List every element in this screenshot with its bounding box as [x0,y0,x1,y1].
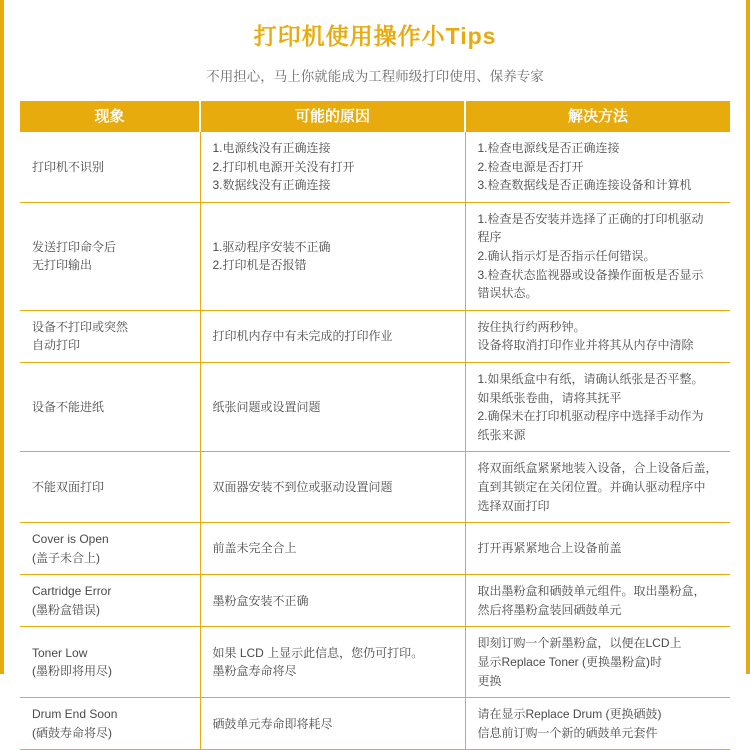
cell-phenomenon [20,627,200,698]
cell-solution [465,362,730,451]
cell-phenomenon [20,362,200,451]
cell-cause [200,452,465,523]
table-header [20,101,730,132]
cell-solution [465,202,730,310]
cell-solution-line: 程序 [477,230,502,245]
tips-table [20,101,730,750]
page-title: 打印机使用操作小Tips [253,23,497,49]
cell-cause [200,627,465,698]
cell-cause [200,132,465,202]
cell-solution-line: 显示Replace Toner (更换墨粉盒)时 [477,655,662,670]
cell-cause [200,523,465,575]
table-row [20,575,730,627]
cell-phenomenon-line: 发送打印命令后 [32,239,117,254]
cell-phenomenon-line: (墨粉即将用尽) [32,664,112,679]
cell-solution-line: 将双面纸盒紧紧地装入设备，合上设备后盖， [477,461,718,476]
column-header-cause: 可能的原因 [200,101,465,132]
cell-cause [200,698,465,750]
column-header-phenomenon: 现象 [20,101,200,132]
cell-cause-line: 2.打印机是否报错 [212,258,307,273]
cell-solution-line: 然后将墨粉盒装回硒鼓单元 [477,602,622,617]
cell-phenomenon-line: (硒鼓寿命将尽) [32,725,112,740]
cell-solution [465,310,730,362]
cell-phenomenon-line: Cartridge Error [32,584,112,599]
cell-solution-line: 3.检查数据线是否正确连接设备和计算机 [477,178,692,193]
cell-cause-line: 3.数据线没有正确连接 [212,178,331,193]
cell-solution [465,698,730,750]
cell-solution-line: 纸张来源 [477,427,526,442]
cell-solution [465,132,730,202]
cell-phenomenon-line: (盖子未合上) [32,550,100,565]
cell-phenomenon-line: 自动打印 [32,338,81,353]
cell-solution-line: 信息前订购一个新的硒鼓单元套件 [477,725,658,740]
cell-phenomenon [20,452,200,523]
cell-solution-line: 如果纸张卷曲，请将其抚平 [477,390,622,405]
table-row [20,452,730,523]
cell-solution-line: 1.检查电源线是否正确连接 [477,141,620,155]
page-header [4,0,746,85]
cell-cause-line: 1.电源线没有正确连接 [212,141,331,155]
cell-phenomenon-line: 无打印输出 [32,258,93,273]
cell-cause-line: 1.驱动程序安装不正确 [212,239,331,254]
table-row [20,202,730,310]
cell-solution-line: 按住执行约两秒钟。 [477,319,586,334]
cell-phenomenon [20,132,200,202]
cell-phenomenon-line: (墨粉盒错误) [32,602,100,617]
cell-solution-line: 选择双面打印 [477,498,550,513]
cell-cause-line: 硒鼓单元寿命即将耗尽 [212,716,333,731]
cell-phenomenon-line: 不能双面打印 [32,479,105,494]
cell-phenomenon [20,523,200,575]
cell-phenomenon-line: Cover is Open [32,532,109,547]
cell-cause-line: 墨粉盒安装不正确 [212,593,309,608]
cell-solution-line: 2.确保未在打印机驱动程序中选择手动作为 [477,409,704,424]
cell-phenomenon-line: 设备不能进纸 [32,399,105,414]
cell-cause-line: 前盖未完全合上 [212,541,297,556]
page-subtitle: 不用担心，马上你就能成为工程师级打印使用、保养专家 [206,69,544,84]
cell-solution [465,523,730,575]
cell-solution-line: 2.确认指示灯是否指示任何错误。 [477,248,656,263]
cell-solution-line: 2.检查电源是否打开 [477,159,584,174]
cell-solution-line: 即刻订购一个新墨粉盒，以便在LCD上 [477,636,682,651]
table-body [20,132,730,750]
cell-phenomenon [20,202,200,310]
cell-solution-line: 直到其锁定在关闭位置。并确认驱动程序中 [477,479,706,494]
column-header-solution: 解决方法 [465,101,730,132]
cell-solution [465,452,730,523]
cell-cause [200,202,465,310]
table-row [20,362,730,451]
cell-phenomenon [20,698,200,750]
cell-solution-line: 1.如果纸盒中有纸，请确认纸张是否平整。 [477,371,704,386]
cell-solution [465,627,730,698]
cell-cause-line: 墨粉盒寿命将尽 [212,664,297,679]
cell-cause [200,362,465,451]
cell-solution-line: 3.检查状态监视器或设备操作面板是否显示 [477,267,704,282]
cell-cause-line: 打印机内存中有未完成的打印作业 [212,329,393,344]
cell-cause [200,310,465,362]
cell-phenomenon-line: 打印机不识别 [32,159,105,174]
cell-solution [465,575,730,627]
table-row [20,132,730,202]
cell-phenomenon-line: Drum End Soon [32,707,118,722]
cell-phenomenon-line: Toner Low [32,645,88,660]
cell-phenomenon [20,310,200,362]
cell-phenomenon [20,575,200,627]
cell-cause [200,575,465,627]
cell-solution-line: 打开再紧紧地合上设备前盖 [477,541,622,556]
cell-cause-line: 如果 LCD 上显示此信息，您仍可打印。 [212,645,424,660]
cell-solution-line: 更换 [477,673,502,688]
table-row [20,698,730,750]
cell-cause-line: 2.打印机电源开关没有打开 [212,159,355,174]
cell-solution-line: 请在显示Replace Drum (更换硒鼓) [477,707,662,722]
cell-solution-line: 错误状态。 [477,286,538,301]
cell-phenomenon-line: 设备不打印或突然 [32,319,129,334]
cell-solution-line: 1.检查是否安装并选择了正确的打印机驱动 [477,211,704,226]
table-row [20,523,730,575]
table-header-row [20,101,730,132]
cell-cause-line: 双面器安装不到位或驱动设置问题 [212,479,393,494]
cell-solution-line: 取出墨粉盒和硒鼓单元组件。取出墨粉盒， [477,584,706,599]
cell-solution-line: 设备将取消打印作业并将其从内存中清除 [477,338,694,353]
cell-cause-line: 纸张问题或设置问题 [212,399,321,414]
table-row [20,627,730,698]
table-row [20,310,730,362]
